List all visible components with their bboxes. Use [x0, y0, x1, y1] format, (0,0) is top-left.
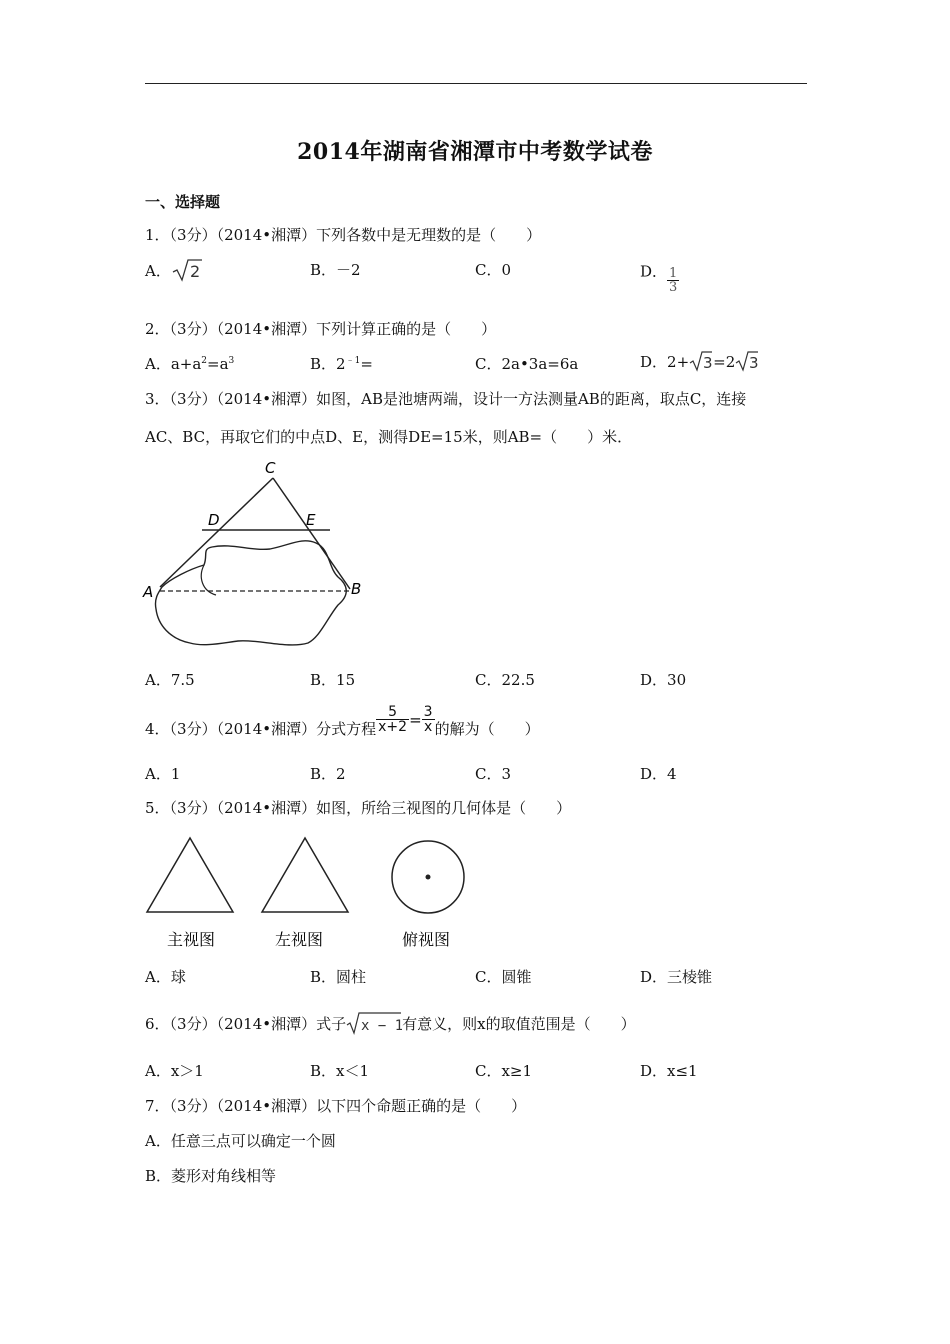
segment-bc: [273, 478, 350, 589]
sqrt-symbol: [346, 1011, 402, 1039]
q4-equals: =: [409, 710, 422, 729]
pond-outline: [155, 541, 346, 645]
label-a: A: [143, 583, 154, 601]
fraction: [422, 705, 435, 734]
question-5-stem: 5．（3分）（2014•湘潭）如图，所给三视图的几何体是（ ）: [145, 799, 572, 817]
q1-option-b: B．－2: [310, 261, 361, 279]
q4-f2-numerator: 3: [423, 704, 433, 720]
q4-option-d: D．4: [640, 765, 677, 783]
label-d: D: [208, 511, 220, 529]
q4-stem-post: 的解为（ ）: [434, 719, 540, 738]
sqrt-symbol: [735, 350, 759, 376]
page-title: 2014年湖南省湘潭市中考数学试卷: [297, 139, 653, 165]
pond-diagram: [140, 455, 370, 655]
q1-option-c: C．0: [475, 261, 512, 279]
q6-option-b: B．x＜1: [310, 1062, 370, 1080]
q2-a-mid: =a: [207, 355, 229, 373]
q1-option-a-label: A．: [145, 262, 171, 280]
label-top-view: 俯视图: [402, 930, 451, 949]
q2-d-text: D．2+: [640, 353, 690, 371]
header-rule: [145, 83, 807, 84]
q7-option-a: A．任意三点可以确定一个圆: [145, 1132, 336, 1150]
q6-stem-pre: 6．（3分）（2014•湘潭）式子: [145, 1015, 347, 1033]
q1-a-radicand: 2: [189, 262, 201, 281]
q2-option-b: [310, 353, 373, 374]
q4-option-c: C．3: [475, 765, 512, 783]
label-e: E: [306, 511, 316, 529]
q2-option-d: [640, 350, 759, 376]
question-3-line-2: AC、BC，再取它们的中点D、E，测得DE=15米，则AB=（ ）米．: [145, 428, 633, 446]
q5-option-b: B．圆柱: [310, 968, 367, 986]
q2-a-exp1: 2: [201, 356, 208, 366]
question-7-stem: 7．（3分）（2014•湘潭）以下四个命题正确的是（ ）: [145, 1097, 527, 1115]
q4-f1-numerator: 5: [376, 705, 409, 720]
q5-option-d: D．三棱锥: [640, 968, 713, 986]
q3-option-d: D．30: [640, 671, 687, 689]
segment-ac: [160, 478, 273, 587]
q2-option-c: C．2a•3a=6a: [475, 355, 579, 373]
q2-b-exp: ﹣1: [345, 356, 361, 366]
q1-d-numerator: 1: [669, 266, 678, 281]
q6-option-d: D．x≤1: [640, 1062, 698, 1080]
question-1-stem: 1．（3分）（2014•湘潭）下列各数中是无理数的是（ ）: [145, 226, 542, 244]
front-view-triangle: [147, 838, 233, 912]
question-3-line-1: 3．（3分）（2014•湘潭）如图，AB是池塘两端，设计一方法测量AB的距离，取点C，连接: [145, 390, 747, 408]
q4-f2-denominator: x: [423, 719, 433, 735]
q6-option-c: C．x≥1: [475, 1062, 533, 1080]
q1-option-d: [640, 259, 679, 295]
q6-stem-post: 有意义，则x的取值范围是（ ）: [402, 1015, 636, 1033]
label-front-view: 主视图: [167, 930, 216, 949]
question-2-stem: 2．（3分）（2014•湘潭）下列计算正确的是（ ）: [145, 320, 497, 338]
q2-b-text: B．2: [310, 355, 346, 373]
label-c: C: [265, 459, 276, 477]
three-views-figure: [140, 832, 480, 957]
q2-b-post: =: [360, 355, 373, 373]
q1-option-a: [145, 258, 203, 286]
sqrt-symbol: [171, 258, 203, 286]
q4-stem-pre: 4．（3分）（2014•湘潭）分式方程: [145, 719, 377, 738]
q2-a-exp2: 3: [228, 356, 235, 366]
fraction: [667, 267, 679, 294]
top-view-center-dot: [426, 875, 431, 880]
section-heading: 一、选择题: [145, 193, 221, 211]
label-b: B: [351, 580, 362, 598]
q3-option-b: B．15: [310, 671, 356, 689]
q2-d-radicand-2: 3: [749, 354, 759, 372]
q5-option-a: A．球: [145, 968, 186, 986]
q4-option-b: B．2: [310, 765, 346, 783]
question-6-stem: [145, 1011, 636, 1039]
q2-d-mid: =2: [713, 353, 736, 371]
q5-option-c: C．圆锥: [475, 968, 532, 986]
q2-d-radicand-1: 3: [703, 354, 713, 372]
q2-a-text: A．a+a: [145, 355, 202, 373]
q6-radicand: x − 1: [361, 1018, 403, 1034]
question-4-stem: [145, 704, 540, 738]
q3-option-c: C．22.5: [475, 671, 535, 689]
sqrt-symbol: [689, 350, 713, 376]
q6-option-a: A．x＞1: [145, 1062, 204, 1080]
q2-option-a: [145, 353, 234, 374]
q1-d-denominator: 3: [669, 280, 678, 295]
q7-option-b: B．菱形对角线相等: [145, 1167, 277, 1185]
q4-f1-denominator: x+2: [378, 719, 408, 735]
side-view-triangle: [262, 838, 348, 912]
q1-option-d-label: D．: [640, 262, 668, 281]
label-side-view: 左视图: [275, 930, 324, 949]
q3-option-a: A．7.5: [145, 671, 195, 689]
fraction: [376, 705, 409, 734]
q4-option-a: A．1: [145, 765, 181, 783]
